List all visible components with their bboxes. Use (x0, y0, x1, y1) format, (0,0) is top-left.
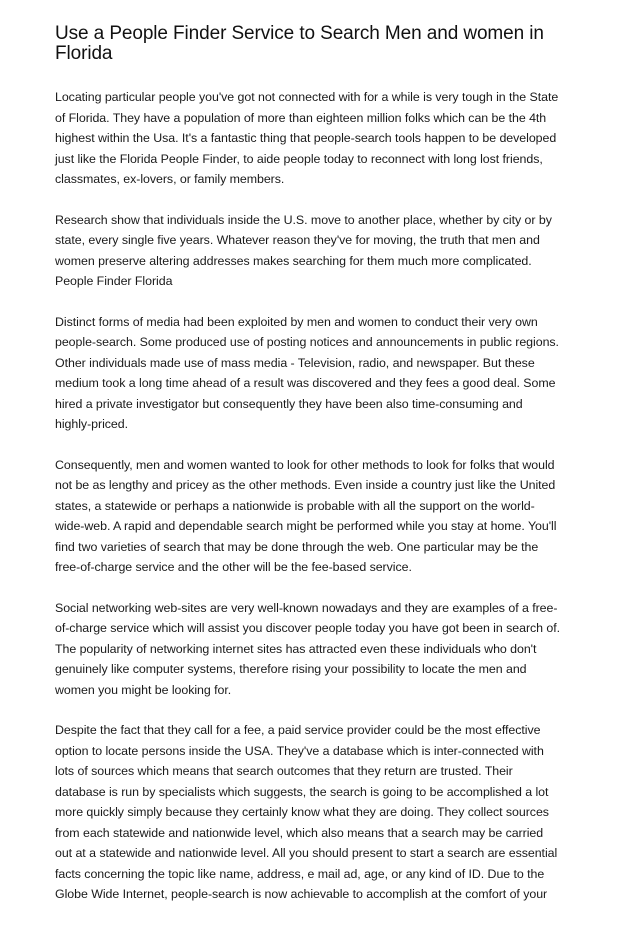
text-line: People Finder Florida (55, 274, 173, 288)
text-line: free-of-charge service and the other will be the fee-based service. (55, 560, 412, 574)
text-line: states, a statewide or perhaps a nationwide is probable with all the support on the world- (55, 498, 535, 513)
text-line: highly-priced. (55, 417, 128, 431)
text-line: from each statewide and nationwide level, which also means that a search may be carried (55, 825, 544, 840)
title-line: Florida (55, 43, 113, 64)
text-line: find two varieties of search that may be done through the web. One particular may be the (55, 539, 539, 554)
text-line: wide-web. A rapid and dependable search might be performed while you stay at home. You'll (55, 519, 557, 533)
paragraph-1 (55, 87, 590, 190)
paragraph-5 (55, 598, 590, 701)
document-page (55, 24, 590, 925)
text-line: not be as lengthy and pricey as the other methods. Even inside a country just like the United (55, 478, 556, 492)
text-line: state, every single five years. Whatever reason they've for moving, the truth that men and (55, 233, 540, 247)
text-line: classmates, ex-lovers, or family members. (55, 172, 285, 186)
text-line: highest within the Usa. It's a fantastic thing that people-search tools happen to be developed (55, 131, 557, 145)
text-line: Despite the fact that they call for a fee, a paid service provider could be the most effective (55, 723, 541, 737)
text-line: out at a statewide and nationwide level. All you should present to start a search are essential (55, 846, 558, 860)
page-title (55, 24, 590, 64)
text-line: option to locate persons inside the USA. They've a database which is inter-connected with (55, 743, 544, 758)
text-line: lots of sources which means that search outcomes that they return are trusted. Their (55, 764, 513, 778)
text-line: more quickly simply because they certainly know what they are doing. They collect sources (55, 805, 549, 819)
text-line: of Florida. They have a population of more than eighteen million folks which can be the 4th (55, 110, 547, 125)
text-line: Research show that individuals inside the U.S. move to another place, whether by city or by (55, 212, 552, 227)
text-line: hired a private investigator but consequently they have been also time-consuming and (55, 396, 523, 411)
text-line: Social networking web-sites are very well-known nowadays and they are examples of a free- (55, 600, 558, 615)
text-line: Consequently, men and women wanted to look for other methods to look for folks that would (55, 457, 555, 472)
text-line: of-charge service which will assist you discover people today you have got been in search of. (55, 621, 561, 635)
paragraph-6 (55, 720, 590, 905)
paragraph-2 (55, 210, 590, 292)
text-line: Other individuals made use of mass media - Television, radio, and newspaper. But these (55, 355, 535, 370)
text-line: women preserve altering addresses makes searching for them much more complicated. (55, 253, 532, 268)
text-line: genuinely like computer systems, therefore rising your possibility to locate the men and (55, 662, 527, 676)
text-line: Distinct forms of media had been exploited by men and women to conduct their very own (55, 314, 538, 329)
text-line: just like the Florida People Finder, to aide people today to reconnect with long lost friends, (55, 151, 543, 166)
text-line: medium took a long time ahead of a result was discovered and they fees a good deal. Some (55, 376, 556, 390)
text-line: facts concerning the topic like name, address, e mail ad, age, or any kind of ID. Due to the (55, 866, 545, 881)
text-line: database is run by specialists which suggests, the search is going to be accomplished a lot (55, 784, 549, 799)
text-line: The popularity of networking internet sites has attracted even these individuals who don't (55, 641, 537, 656)
text-line: Globe Wide Internet, people-search is now achievable to accomplish at the comfort of your (55, 887, 548, 901)
paragraph-3 (55, 312, 590, 435)
paragraph-4 (55, 455, 590, 578)
text-line: people-search. Some produced use of posting notices and announcements in public regions. (55, 335, 559, 349)
text-line: women you might be looking for. (55, 682, 232, 697)
title-line: Use a People Finder Service to Search Men and women in (55, 23, 544, 44)
text-line: Locating particular people you've got not connected with for a while is very tough in the State (55, 90, 559, 104)
